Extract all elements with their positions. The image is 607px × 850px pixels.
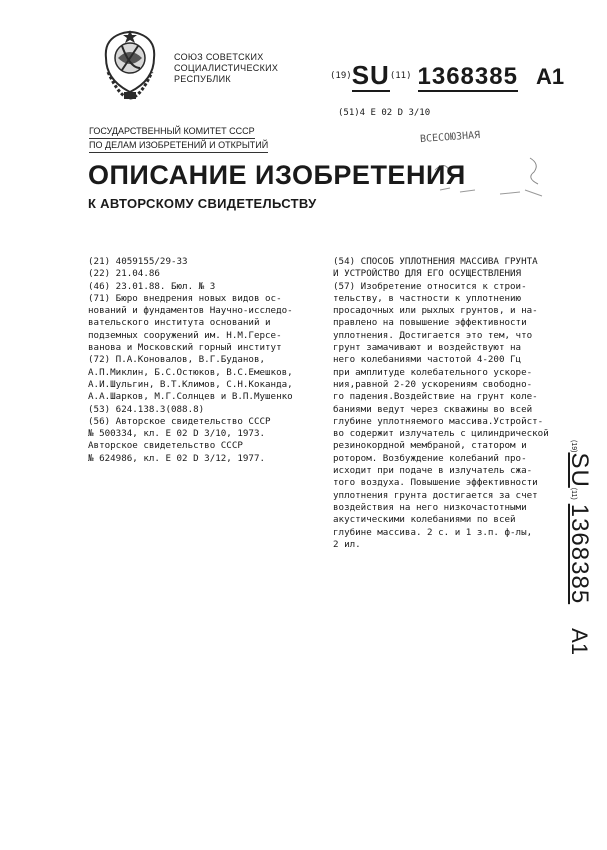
biblio-line: Авторское свидетельство СССР [88,440,243,452]
abstract-line: глубине уплотняемого массива.Устройст- [333,415,544,427]
abstract-line: грунт замачивают и воздействуют на [333,342,522,354]
biblio-line: нований и фундаментов Научно-исследо- [88,305,293,317]
document-title: ОПИСАНИЕ ИЗОБРЕТЕНИЯ [88,160,466,190]
biblio-line: А.И.Шульгин, В.Т.Климов, С.Н.Коканда, [88,378,293,390]
document-subtitle: К АВТОРСКОМУ СВИДЕТЕЛЬСТВУ [88,196,317,211]
patent-number-block [330,60,564,91]
abstract-line: ния,равной 2-20 ускорениям свободно- [333,378,533,390]
biblio-line: подземных сооружений им. Н.М.Герсе- [88,329,282,341]
biblio-line: (72) П.А.Коновалов, В.Г.Буданов, [88,354,266,366]
biblio-line: ванова и Московский горный институт [88,342,282,354]
abstract-line: го падения.Воздействие на грунт коле- [333,391,538,403]
biblio-line: (21) 4059155/29-33 [88,256,188,267]
abstract-line: во содержит излучатель с цилиндрической [333,428,549,440]
abstract-line: него колебаниями частотой 4-200 Гц [333,354,522,366]
committee-line-1: ГОСУДАРСТВЕННЫЙ КОМИТЕТ СССР [89,126,255,139]
abstract-line: акустическими колебаниями по всей [333,514,516,526]
biblio-line: А.П.Миклин, Б.С.Остюков, В.С.Емешков, [88,366,293,378]
library-stamp: ВСЕСОЮЗНАЯ [419,129,481,146]
abstract-line: уплотнения. Достигается это тем, что [333,329,533,341]
biblio-line: (71) Бюро внедрения новых видов ос- [88,292,282,304]
abstract-line: тельству, в частности к уплотнению [333,292,522,304]
biblio-line: № 500334, кл. Е 02 D 3/10, 1973. [88,428,266,440]
abstract-line: при амплитуде колебательного ускоре- [333,366,533,378]
committee [89,126,268,154]
abstract-line: (54) СПОСОБ УПЛОТНЕНИЯ МАССИВА ГРУНТА [333,256,538,267]
abstract [333,256,563,551]
abstract-line: резинокордной мембраной, статором и [333,440,527,452]
ipc-classification: (51)4 Е 02 D 3/10 [338,108,431,118]
abstract-line: баниями ведут через скважины во всей [333,403,533,415]
patent-kind: A1 [535,64,565,89]
abstract-line: 2 ил. [333,538,361,550]
abstract-line: просадочных или рыхлых грунтов, и на- [333,305,538,317]
biblio-line: (46) 23.01.88. Бюл. № 3 [88,280,216,292]
abstract-line: глубине массива. 2 с. и 1 з.п. ф-лы, [333,526,533,538]
abstract-line: исходит при подаче в излучатель сжа- [333,465,533,477]
patent-number: 1368385 [417,63,518,90]
abstract-line: правлено на повышение эффективности [333,317,527,329]
vertical-patent-number: (19)SU(11)1368385A1 [566,440,593,656]
abstract-line: (57) Изобретение относится к строи- [333,280,527,292]
biblio-line: (56) Авторское свидетельство СССР [88,415,271,427]
abstract-line: ротором. Возбуждение колебаний про- [333,452,527,464]
patent-prefix-2: (11) [389,71,412,81]
abstract-line: воздействия на него низкочастотными [333,501,527,513]
union-name: СОЮЗ СОВЕТСКИХ СОЦИАЛИСТИЧЕСКИХ РЕСПУБЛИК [174,52,279,84]
biblio-line: № 624986, кл. Е 02 D 3/12, 1977. [88,452,266,464]
abstract-line: И УСТРОЙСТВО ДЛЯ ЕГО ОСУЩЕСТВЛЕНИЯ [333,268,522,280]
biblio-line: (53) 624.138.3(088.8) [88,403,205,415]
biblio-line: (22) 21.04.86 [88,268,160,280]
abstract-line: того воздуха. Повышение эффективности [333,477,538,489]
patent-country: SU [351,60,390,90]
biblio-line: А.А.Шарков, М.Г.Солнцев и В.П.Мушенко [88,391,293,403]
bibliographic-data [88,256,323,465]
patent-prefix: (19) [330,71,352,81]
biblio-line: вательского института оснований и [88,317,271,329]
abstract-line: уплотнения грунта достигается за счет [333,489,538,501]
ussr-emblem-icon [100,28,160,102]
committee-line-2: ПО ДЕЛАМ ИЗОБРЕТЕНИЙ И ОТКРЫТИЙ [89,140,268,153]
